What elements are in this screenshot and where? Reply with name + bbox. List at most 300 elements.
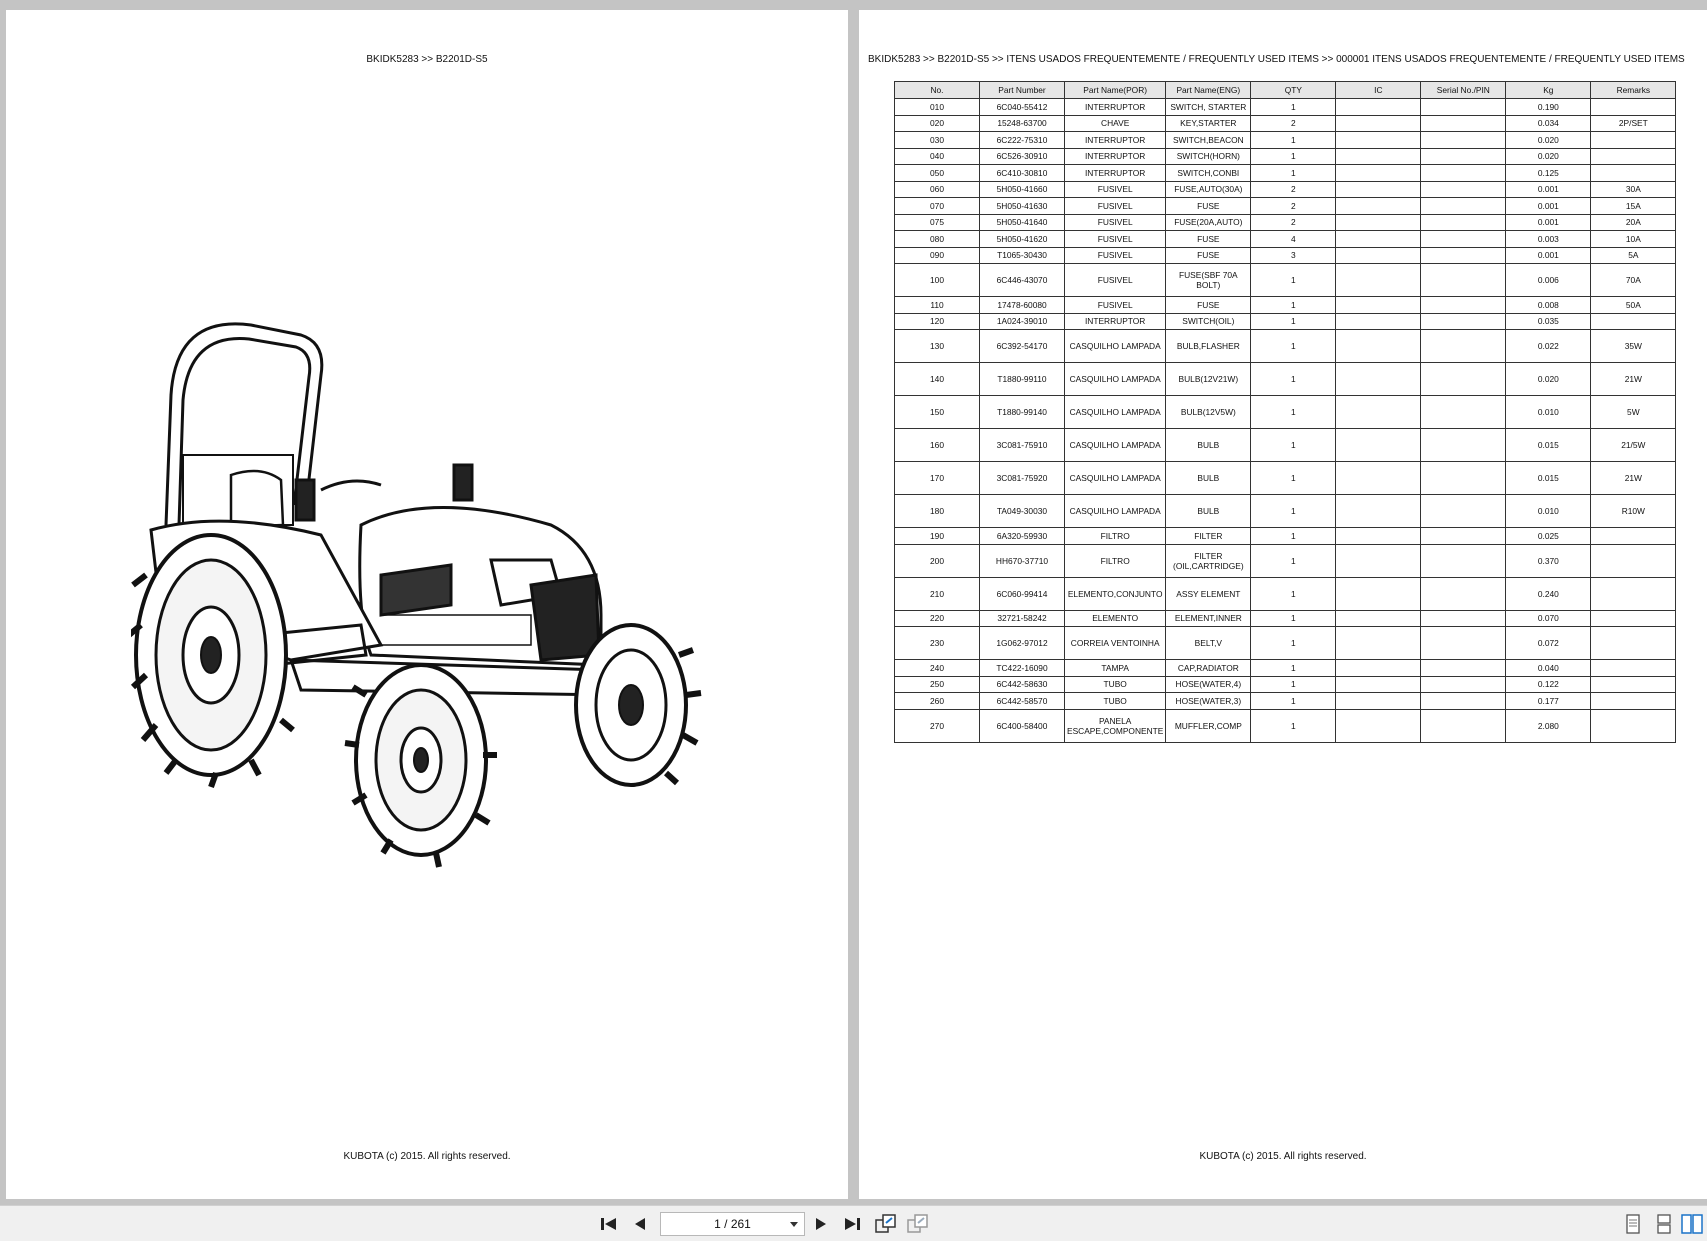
table-cell: BULB [1166,429,1251,462]
table-cell: 1 [1251,313,1336,330]
table-cell: 075 [895,214,980,231]
table-row [895,429,1676,462]
table-cell [1421,330,1506,363]
table-cell: FUSE [1166,247,1251,264]
table-cell: CASQUILHO LAMPADA [1065,462,1166,495]
table-cell [1421,115,1506,132]
table-cell: FUSE(20A,AUTO) [1166,214,1251,231]
table-cell [1336,462,1421,495]
table-cell: 0.370 [1506,544,1591,577]
table-cell: INTERRUPTOR [1065,99,1166,116]
table-cell [1591,132,1676,149]
table-cell [1336,99,1421,116]
table-cell: CORREIA VENTOINHA [1065,627,1166,660]
table-cell: 0.070 [1506,610,1591,627]
table-cell [1421,627,1506,660]
table-cell: T1880-99140 [980,396,1065,429]
table-cell: 0.240 [1506,577,1591,610]
table-cell: 270 [895,709,980,742]
table-cell: 6C410-30810 [980,165,1065,182]
table-cell: 020 [895,115,980,132]
table-cell: 1 [1251,396,1336,429]
table-cell: 2P/SET [1591,115,1676,132]
table-cell: 160 [895,429,980,462]
table-cell: TUBO [1065,693,1166,710]
table-cell: T1880-99110 [980,363,1065,396]
table-cell: 190 [895,528,980,545]
table-cell [1591,313,1676,330]
table-cell: 150 [895,396,980,429]
table-cell: 2.080 [1506,709,1591,742]
column-header: Part Name(ENG) [1166,82,1251,99]
table-cell: 5H050-41660 [980,181,1065,198]
table-cell: SWITCH,CONBI [1166,165,1251,182]
table-cell: T1065-30430 [980,247,1065,264]
table-cell [1336,181,1421,198]
table-cell [1336,148,1421,165]
table-cell: 6C446-43070 [980,264,1065,297]
table-row [895,165,1676,182]
table-cell [1336,198,1421,215]
table-cell: TA049-30030 [980,495,1065,528]
table-cell [1336,165,1421,182]
table-cell: 0.190 [1506,99,1591,116]
export-icon[interactable] [874,1212,898,1236]
table-cell: 3C081-75920 [980,462,1065,495]
table-cell: 0.035 [1506,313,1591,330]
table-cell: 1 [1251,165,1336,182]
next-page-icon[interactable] [809,1212,833,1236]
table-cell: FUSIVEL [1065,231,1166,248]
table-cell [1421,495,1506,528]
table-cell: ELEMENT,INNER [1166,610,1251,627]
table-cell: 110 [895,297,980,314]
table-cell: 6C526-30910 [980,148,1065,165]
table-cell: 32721-58242 [980,610,1065,627]
table-cell: 130 [895,330,980,363]
table-row [895,627,1676,660]
table-cell: 170 [895,462,980,495]
table-cell [1336,693,1421,710]
table-cell: 0.001 [1506,181,1591,198]
table-row [895,132,1676,149]
table-cell: 6C040-55412 [980,99,1065,116]
table-row [895,462,1676,495]
table-cell [1336,396,1421,429]
table-cell: 0.001 [1506,214,1591,231]
table-cell [1421,610,1506,627]
last-page-icon[interactable] [840,1212,864,1236]
table-cell [1336,610,1421,627]
table-cell [1421,528,1506,545]
table-cell: FUSE(SBF 70A BOLT) [1166,264,1251,297]
table-cell: 1 [1251,330,1336,363]
table-cell: MUFFLER,COMP [1166,709,1251,742]
column-header: Serial No./PIN [1421,82,1506,99]
table-cell: 1 [1251,660,1336,677]
table-cell: 1 [1251,577,1336,610]
table-cell: 1 [1251,363,1336,396]
table-row [895,198,1676,215]
table-cell: CASQUILHO LAMPADA [1065,429,1166,462]
table-row [895,330,1676,363]
column-header: IC [1336,82,1421,99]
table-row [895,214,1676,231]
table-cell [1421,693,1506,710]
page-number-field[interactable] [660,1212,805,1236]
table-cell [1336,429,1421,462]
table-cell [1421,99,1506,116]
table-cell: 30A [1591,181,1676,198]
table-cell [1421,429,1506,462]
table-cell: 6C400-58400 [980,709,1065,742]
table-cell: 35W [1591,330,1676,363]
column-header: Part Name(POR) [1065,82,1166,99]
table-cell: 17478-60080 [980,297,1065,314]
table-cell: CAP,RADIATOR [1166,660,1251,677]
table-cell: 5H050-41630 [980,198,1065,215]
table-cell: INTERRUPTOR [1065,165,1166,182]
table-cell: 040 [895,148,980,165]
table-cell: 6C442-58630 [980,676,1065,693]
table-cell [1336,363,1421,396]
table-cell: FUSIVEL [1065,198,1166,215]
table-cell [1421,313,1506,330]
table-cell [1421,198,1506,215]
table-cell: 1 [1251,264,1336,297]
table-cell: 1 [1251,495,1336,528]
column-header: Part Number [980,82,1065,99]
single-page-icon[interactable] [1621,1212,1645,1236]
table-cell: 220 [895,610,980,627]
table-cell: 21/5W [1591,429,1676,462]
table-cell: 080 [895,231,980,248]
table-cell [1336,627,1421,660]
table-cell: 070 [895,198,980,215]
table-cell [1421,148,1506,165]
table-cell: 1A024-39010 [980,313,1065,330]
table-cell [1421,363,1506,396]
table-cell: BULB [1166,495,1251,528]
table-cell [1591,660,1676,677]
table-cell: 5H050-41640 [980,214,1065,231]
table-row [895,709,1676,742]
table-cell [1336,264,1421,297]
table-cell: 21W [1591,363,1676,396]
table-cell: 5H050-41620 [980,231,1065,248]
table-cell: FUSE [1166,231,1251,248]
table-row [895,313,1676,330]
table-cell: 1 [1251,610,1336,627]
table-cell [1591,544,1676,577]
right-page-header: BKIDK5283 >> B2201D-S5 >> ITENS USADOS FREQUENTEMENTE / FREQUENTLY USED ITEMS >> 000001 ITENS USADOS FREQUENTEMENTE / FREQUENTLY USED ITEMS [868,54,1685,65]
table-cell: 3 [1251,247,1336,264]
table-cell: TAMPA [1065,660,1166,677]
table-cell: 060 [895,181,980,198]
table-cell: 090 [895,247,980,264]
table-row [895,610,1676,627]
table-cell: FUSIVEL [1065,264,1166,297]
left-page [6,10,848,1199]
table-cell: 21W [1591,462,1676,495]
table-cell: 6C222-75310 [980,132,1065,149]
table-cell: 0.122 [1506,676,1591,693]
table-cell: FUSIVEL [1065,297,1166,314]
table-cell: KEY,STARTER [1166,115,1251,132]
table-cell [1591,99,1676,116]
table-cell: FILTER (OIL,CARTRIDGE) [1166,544,1251,577]
table-cell: 030 [895,132,980,149]
table-cell: FILTRO [1065,528,1166,545]
table-cell: FUSIVEL [1065,181,1166,198]
table-row [895,396,1676,429]
table-cell [1336,676,1421,693]
table-cell [1421,396,1506,429]
table-cell: FUSE,AUTO(30A) [1166,181,1251,198]
table-cell: 230 [895,627,980,660]
table-cell: BULB(12V5W) [1166,396,1251,429]
table-row [895,660,1676,677]
table-row [895,99,1676,116]
table-cell [1336,528,1421,545]
table-cell: INTERRUPTOR [1065,132,1166,149]
table-cell: 3C081-75910 [980,429,1065,462]
table-cell: 0.008 [1506,297,1591,314]
table-cell: 2 [1251,198,1336,215]
table-cell: ASSY ELEMENT [1166,577,1251,610]
right-page-footer: KUBOTA (c) 2015. All rights reserved. [1199,1151,1367,1162]
table-row [895,181,1676,198]
table-cell: HH670-37710 [980,544,1065,577]
table-cell: FUSIVEL [1065,214,1166,231]
table-cell [1336,297,1421,314]
table-cell: INTERRUPTOR [1065,148,1166,165]
table-cell: 120 [895,313,980,330]
column-header: Kg [1506,82,1591,99]
table-cell: 2 [1251,115,1336,132]
table-row [895,676,1676,693]
table-cell: FUSIVEL [1065,247,1166,264]
table-cell: FILTER [1166,528,1251,545]
table-cell: 6C442-58570 [980,693,1065,710]
column-header: No. [895,82,980,99]
chevron-down-icon[interactable] [790,1222,798,1227]
table-row [895,363,1676,396]
table-row [895,148,1676,165]
table-cell: SWITCH(OIL) [1166,313,1251,330]
table-cell: 1 [1251,676,1336,693]
table-cell: 0.020 [1506,132,1591,149]
table-cell: 1 [1251,627,1336,660]
table-row [895,577,1676,610]
table-cell [1336,709,1421,742]
table-cell [1421,676,1506,693]
continuous-icon[interactable] [1652,1212,1676,1236]
table-cell: 0.010 [1506,495,1591,528]
table-cell: 1 [1251,462,1336,495]
table-cell [1421,577,1506,610]
table-cell: TC422-16090 [980,660,1065,677]
table-cell: R10W [1591,495,1676,528]
table-cell: 210 [895,577,980,610]
table-cell: 1 [1251,544,1336,577]
table-cell [1421,462,1506,495]
table-row [895,297,1676,314]
table-cell: FILTRO [1065,544,1166,577]
table-row [895,693,1676,710]
first-page-icon[interactable] [597,1212,621,1236]
table-cell [1421,165,1506,182]
compare-icon[interactable] [906,1212,930,1236]
table-cell [1336,231,1421,248]
viewer-toolbar [0,1205,1707,1241]
table-cell [1591,165,1676,182]
table-cell [1421,544,1506,577]
table-cell: 0.025 [1506,528,1591,545]
table-cell: 50A [1591,297,1676,314]
table-cell: 0.022 [1506,330,1591,363]
left-page-footer: KUBOTA (c) 2015. All rights reserved. [343,1151,511,1162]
table-cell: 0.006 [1506,264,1591,297]
table-cell [1591,709,1676,742]
table-cell: INTERRUPTOR [1065,313,1166,330]
table-cell: 15A [1591,198,1676,215]
table-cell: 2 [1251,214,1336,231]
table-cell: 0.020 [1506,148,1591,165]
table-cell: CASQUILHO LAMPADA [1065,330,1166,363]
table-row [895,115,1676,132]
table-cell: 1 [1251,297,1336,314]
table-cell [1421,214,1506,231]
table-cell: CASQUILHO LAMPADA [1065,363,1166,396]
table-cell: 0.003 [1506,231,1591,248]
table-cell: 140 [895,363,980,396]
table-cell: 0.040 [1506,660,1591,677]
table-cell: 180 [895,495,980,528]
table-cell: 1 [1251,148,1336,165]
table-cell [1421,297,1506,314]
table-cell: 1 [1251,429,1336,462]
table-cell: 0.015 [1506,462,1591,495]
table-cell: 260 [895,693,980,710]
two-page-icon[interactable] [1680,1212,1704,1236]
table-cell [1421,231,1506,248]
parts-table [894,81,1676,743]
table-cell [1336,544,1421,577]
table-cell: ELEMENTO,CONJUNTO [1065,577,1166,610]
table-cell: 100 [895,264,980,297]
table-cell [1421,181,1506,198]
table-cell [1421,247,1506,264]
table-cell: 0.034 [1506,115,1591,132]
table-cell: 70A [1591,264,1676,297]
table-cell: 6C392-54170 [980,330,1065,363]
table-cell: 0.001 [1506,198,1591,215]
table-cell: 200 [895,544,980,577]
tractor-illustration [131,315,751,875]
table-cell: 0.020 [1506,363,1591,396]
table-cell [1591,577,1676,610]
table-cell [1336,577,1421,610]
table-cell: CHAVE [1065,115,1166,132]
table-cell [1336,214,1421,231]
table-cell: 1 [1251,528,1336,545]
table-header-row [895,82,1676,99]
table-cell: 240 [895,660,980,677]
table-cell: 0.177 [1506,693,1591,710]
table-cell: 5A [1591,247,1676,264]
table-cell: 10A [1591,231,1676,248]
table-cell: PANELA ESCAPE,COMPONENTE [1065,709,1166,742]
table-cell: FUSE [1166,198,1251,215]
table-row [895,264,1676,297]
right-page [859,10,1707,1199]
table-cell: 4 [1251,231,1336,248]
table-cell: SWITCH, STARTER [1166,99,1251,116]
table-cell [1591,148,1676,165]
table-cell: 050 [895,165,980,182]
page-indicator: 1 / 261 [714,1217,751,1231]
table-cell: 6A320-59930 [980,528,1065,545]
left-page-header: BKIDK5283 >> B2201D-S5 [366,54,488,65]
table-cell: 0.001 [1506,247,1591,264]
table-cell: 1 [1251,693,1336,710]
table-cell: 010 [895,99,980,116]
table-cell [1336,132,1421,149]
table-cell: FUSE [1166,297,1251,314]
table-body [895,99,1676,743]
table-cell [1591,610,1676,627]
table-row [895,544,1676,577]
table-cell [1336,495,1421,528]
table-cell: 1 [1251,132,1336,149]
table-cell [1591,627,1676,660]
table-cell: 2 [1251,181,1336,198]
table-cell: 0.015 [1506,429,1591,462]
table-cell: 0.125 [1506,165,1591,182]
table-cell [1336,660,1421,677]
table-cell: HOSE(WATER,3) [1166,693,1251,710]
table-row [895,528,1676,545]
table-cell [1336,115,1421,132]
table-cell [1591,528,1676,545]
table-cell: BELT,V [1166,627,1251,660]
table-cell [1336,247,1421,264]
table-row [895,495,1676,528]
table-cell: CASQUILHO LAMPADA [1065,495,1166,528]
table-cell: 15248-63700 [980,115,1065,132]
table-cell: SWITCH(HORN) [1166,148,1251,165]
table-cell [1591,676,1676,693]
prev-page-icon[interactable] [628,1212,652,1236]
table-cell: 1 [1251,709,1336,742]
table-cell [1421,264,1506,297]
table-cell: SWITCH,BEACON [1166,132,1251,149]
table-cell: 1 [1251,99,1336,116]
table-cell [1421,709,1506,742]
table-cell: 250 [895,676,980,693]
table-cell: BULB,FLASHER [1166,330,1251,363]
table-cell [1421,660,1506,677]
table-cell [1336,313,1421,330]
table-cell: 20A [1591,214,1676,231]
table-cell: 1G062-97012 [980,627,1065,660]
table-cell: BULB [1166,462,1251,495]
table-cell [1336,330,1421,363]
table-cell: 0.072 [1506,627,1591,660]
table-cell: 5W [1591,396,1676,429]
table-cell [1421,132,1506,149]
